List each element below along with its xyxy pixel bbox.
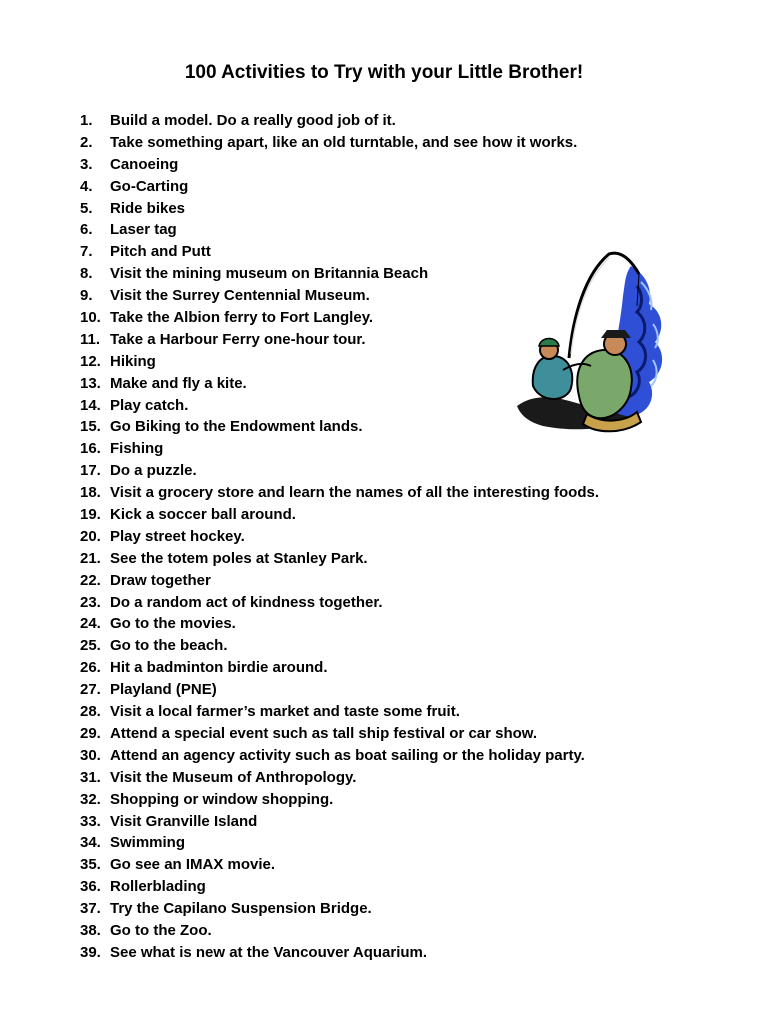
item-text: Go to the movies. xyxy=(110,615,236,633)
item-number: 31. xyxy=(80,768,101,786)
item-text: Swimming xyxy=(110,834,186,852)
item-text: Pitch and Putt xyxy=(110,243,211,261)
item-number: 20. xyxy=(80,527,101,545)
item-number: 8. xyxy=(80,265,93,283)
item-number: 24. xyxy=(80,615,101,633)
item-number: 2. xyxy=(80,133,93,151)
item-text: Do a puzzle. xyxy=(110,462,197,480)
item-number: 15. xyxy=(80,418,101,436)
item-number: 22. xyxy=(80,571,101,589)
item-text: Play catch. xyxy=(110,396,189,414)
item-number: 11. xyxy=(80,330,101,348)
item-text: Attend a special event such as tall ship festival or car show. xyxy=(110,724,538,742)
item-number: 7. xyxy=(80,243,93,261)
item-text: Draw together xyxy=(110,571,211,589)
item-text: Ride bikes xyxy=(110,199,186,217)
item-number: 39. xyxy=(80,943,101,961)
item-number: 30. xyxy=(80,746,101,764)
item-number: 3. xyxy=(80,155,93,173)
item-number: 12. xyxy=(80,352,101,370)
item-number: 19. xyxy=(80,506,101,524)
item-text: Build a model. Do a really good job of it. xyxy=(110,112,396,129)
item-number: 14. xyxy=(80,396,101,414)
item-text: Visit the mining museum on Britannia Beach xyxy=(110,265,429,283)
item-text: Laser tag xyxy=(110,221,177,239)
page-title: 100 Activities to Try with your Little Brother! xyxy=(184,62,584,83)
item-number: 27. xyxy=(80,681,101,699)
item-number: 33. xyxy=(80,812,101,830)
item-text: See what is new at the Vancouver Aquarium. xyxy=(110,943,428,961)
item-text: Go-Carting xyxy=(110,177,189,195)
item-text: Rollerblading xyxy=(110,878,206,896)
item-text: Go to the beach. xyxy=(110,637,228,655)
item-text: Try the Capilano Suspension Bridge. xyxy=(110,900,372,918)
item-text: Take the Albion ferry to Fort Langley. xyxy=(110,309,374,327)
item-text: Canoeing xyxy=(110,155,179,173)
item-number: 29. xyxy=(80,724,101,742)
item-number: 38. xyxy=(80,921,101,939)
item-number: 5. xyxy=(80,199,93,217)
item-number: 34. xyxy=(80,834,101,852)
item-number: 1. xyxy=(80,112,93,129)
item-text: Take a Harbour Ferry one-hour tour. xyxy=(110,330,366,348)
item-number: 21. xyxy=(80,549,101,567)
item-text: Shopping or window shopping. xyxy=(110,790,334,808)
item-text: Visit a local farmer’s market and taste some fruit. xyxy=(110,703,460,721)
item-number: 9. xyxy=(80,287,93,305)
item-number: 16. xyxy=(80,440,101,458)
item-number: 17. xyxy=(80,462,101,480)
item-text: Hit a badminton birdie around. xyxy=(110,659,328,677)
item-text: Make and fly a kite. xyxy=(110,374,247,392)
item-text: Playland (PNE) xyxy=(110,681,217,699)
item-text: Do a random act of kindness together. xyxy=(110,593,383,611)
item-number: 23. xyxy=(80,593,101,611)
item-number: 37. xyxy=(80,900,101,918)
item-text: Hiking xyxy=(110,352,156,370)
item-number: 10. xyxy=(80,309,101,327)
item-text: Take something apart, like an old turntable, and see how it works. xyxy=(110,133,578,151)
item-text: Fishing xyxy=(110,440,164,458)
item-number: 25. xyxy=(80,637,101,655)
item-text: Kick a soccer ball around. xyxy=(110,506,296,524)
item-text: Go Biking to the Endowment lands. xyxy=(110,418,363,436)
item-number: 28. xyxy=(80,703,101,721)
item-number: 18. xyxy=(80,484,101,502)
item-text: See the totem poles at Stanley Park. xyxy=(110,549,368,567)
item-text: Go see an IMAX movie. xyxy=(110,856,276,874)
fishing-clipart-icon xyxy=(513,246,673,436)
item-text: Visit Granville Island xyxy=(110,812,258,830)
item-number: 36. xyxy=(80,878,101,896)
item-number: 13. xyxy=(80,374,101,392)
item-number: 35. xyxy=(80,856,101,874)
item-number: 26. xyxy=(80,659,101,677)
item-text: Visit the Museum of Anthropology. xyxy=(110,768,357,786)
item-text: Play street hockey. xyxy=(110,527,245,545)
item-text: Attend an agency activity such as boat sailing or the holiday party. xyxy=(110,746,585,764)
item-number: 6. xyxy=(80,221,93,239)
item-number: 32. xyxy=(80,790,101,808)
item-text: Visit the Surrey Centennial Museum. xyxy=(110,287,370,305)
item-text: Go to the Zoo. xyxy=(110,921,212,939)
item-number: 4. xyxy=(80,177,93,195)
item-text: Visit a grocery store and learn the names of all the interesting foods. xyxy=(110,484,600,502)
